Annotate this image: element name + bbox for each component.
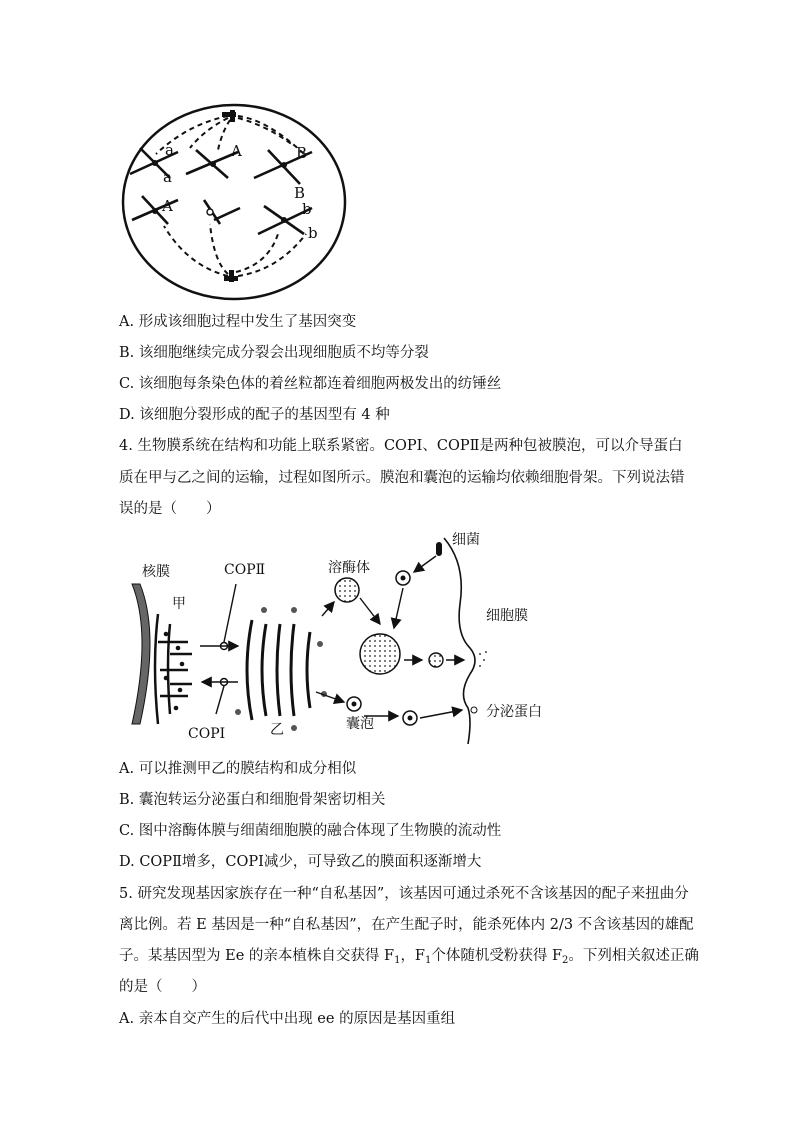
q4-stem-line3: 误的是（ ） (119, 501, 221, 517)
label-vesicle: 囊泡 (346, 716, 374, 732)
label-a-upper: a (165, 141, 174, 159)
q4-option-c: C. 图中溶酶体膜与细菌细胞膜的融合体现了生物膜的流动性 (119, 823, 502, 839)
label-copii: COPⅡ (224, 562, 266, 578)
label-b-lower: b (308, 224, 318, 242)
q4-option-a: A. 可以推测甲乙的膜结构和成分相似 (119, 761, 357, 777)
label-cell-membrane: 细胞膜 (486, 608, 528, 624)
label-B-lower: B (294, 184, 306, 202)
label-yi: 乙 (270, 722, 284, 738)
label-jia: 甲 (172, 596, 186, 612)
q5-option-a: A. 亲本自交产生的后代中出现 ee 的原因是基因重组 (119, 1011, 456, 1027)
label-A-lower: A (162, 197, 173, 215)
bacterium (436, 542, 442, 556)
q4-option-b: B. 囊泡转运分泌蛋白和细胞骨架密切相关 (119, 792, 386, 808)
vesicle-transport-figure (118, 524, 558, 746)
q5-stem-line3: 子。某基因型为 Ee 的亲本植株自交获得 $F_1$，$F_1$个体随机受粉获得 $F_2$。下列相关叙述正确 (119, 948, 699, 966)
q5-stem-line4: 的是（ ） (119, 979, 206, 995)
er-jia (155, 614, 192, 724)
q3-option-c: C. 该细胞每条染色体的着丝粒都连着细胞两极发出的纺锤丝 (119, 376, 502, 392)
golgi-yi (247, 620, 310, 720)
label-secreted-protein: 分泌蛋白 (486, 704, 542, 720)
label-b-upper: b (302, 200, 312, 218)
phagolysosome (360, 634, 400, 674)
q5-stem-line2: 离比例。若 E 基因是一种“自私基因”，在产生配子时，能杀死体内 2/3 不含该基因的雄配 (119, 917, 694, 933)
nuclear-membrane (132, 584, 150, 724)
cell-division-figure (118, 96, 350, 308)
lysosome (335, 578, 359, 602)
q4-stem-line2: 质在甲与乙之间的运输，过程如图所示。膜泡和囊泡的运输均依赖细胞骨架。下列说法错 (119, 470, 685, 486)
label-bacteria: 细菌 (452, 532, 480, 548)
q3-option-a: A. 形成该细胞过程中发生了基因突变 (119, 314, 357, 330)
label-lysosome: 溶酶体 (328, 560, 370, 576)
label-copi: COPⅠ (188, 726, 226, 742)
label-A-upper: A (231, 142, 242, 160)
label-B-upper: B (296, 144, 308, 162)
q4-stem-line1: 4. 生物膜系统在结构和功能上联系紧密。COPⅠ、COPⅡ是两种包被膜泡，可以介导蛋白 (119, 438, 683, 454)
label-a-lower: a (163, 168, 172, 186)
q4-option-d: D. COPⅡ增多，COPⅠ减少，可导致乙的膜面积逐渐增大 (119, 854, 482, 870)
q3-option-b: B. 该细胞继续完成分裂会出现细胞质不均等分裂 (119, 345, 429, 361)
q3-option-d: D. 该细胞分裂形成的配子的基因型有 4 种 (119, 407, 390, 423)
spindle-fibers (156, 116, 306, 276)
q5-stem-line1: 5. 研究发现基因家族存在一种“自私基因”，该基因可通过杀死不含该基因的配子来扭曲分 (119, 886, 689, 902)
label-nuclear-membrane: 核膜 (142, 564, 170, 580)
